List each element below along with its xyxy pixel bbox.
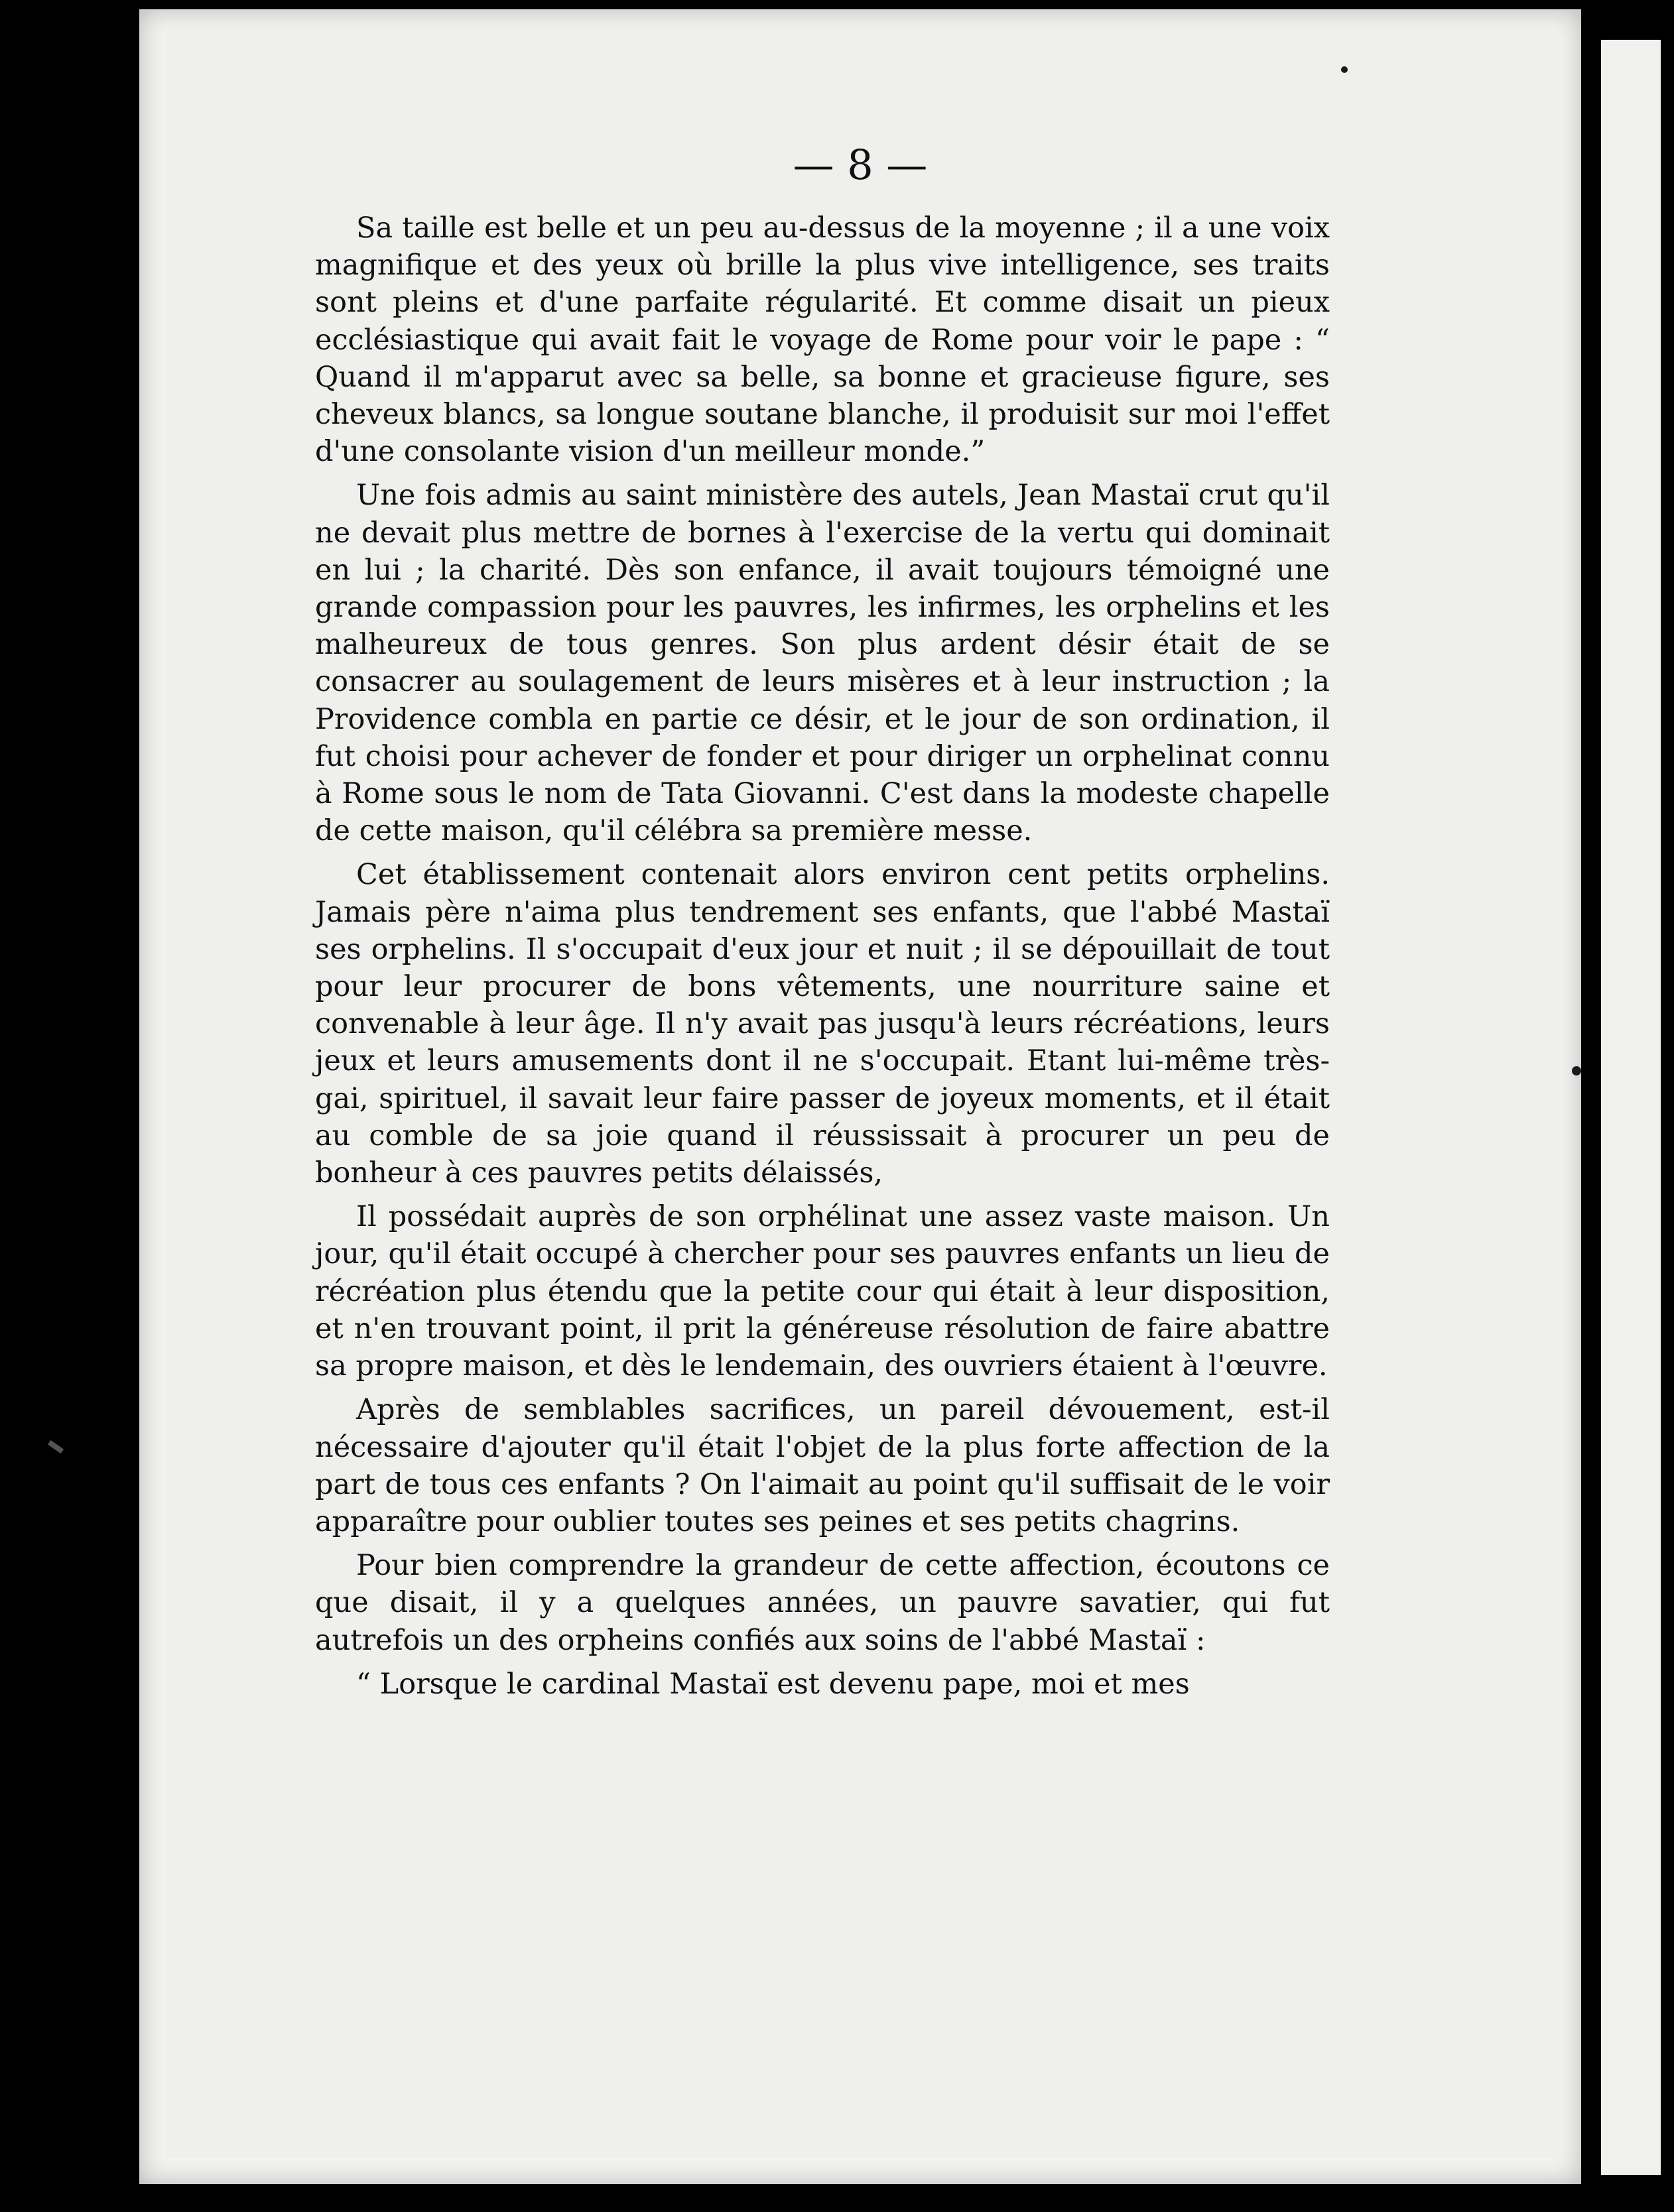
page-number: — 8 — bbox=[793, 141, 928, 189]
book-page bbox=[139, 9, 1581, 2184]
paragraph-7: “ Lorsque le cardinal Mastaï est devenu pape, moi et mes bbox=[356, 1667, 1190, 1701]
paragraph-5: Après de semblables sacrifices, un pareil dévouement, est-il nécessaire d'ajouter qu'il était l'objet de la plus forte affection de la part de tous ces enfants ? On l'aimait au point qu'il suffisait de le voir apparaître pour oublier toutes ses peines et ses petits chagrins. bbox=[315, 1393, 1330, 1538]
ink-dot-mark bbox=[1341, 66, 1348, 73]
paragraph-4: Il possédait auprès de son orphélinat une assez vaste maison. Un jour, qu'il était occupé à chercher pour ses pauvres enfants un lieu de récréation plus étendu que la petite cour qui était à leur disposition, et n'en trouvant point, il prit la généreuse résolution de faire abattre sa propre maison, et dès le lendemain, des ouvriers étaient à l'œuvre. bbox=[315, 1200, 1330, 1383]
paragraph-2: Une fois admis au saint ministère des autels, Jean Mastaï crut qu'il ne devait plus mettre de bornes à l'exercise de la vertu qui dominait en lui ; la charité. Dès son enfance, il avait toujours témoigné une grande compassion pour les pauvres, les infirmes, les orphelins et les malheureux de tous genres. Son plus ardent désir était de se consacrer au soulagement de leurs misères et à leur instruction ; la Providence combla en partie ce désir, et le jour de son ordination, il fut choisi pour achever de fonder et pour diriger un orphelinat connu à Rome sous le nom de Tata Giovanni. C'est dans la modeste chapelle de cette maison, qu'il célébra sa première messe. bbox=[315, 479, 1330, 848]
paragraph-6: Pour bien comprendre la grandeur de cette affection, écoutons ce que disait, il y a quelques années, un pauvre savatier, qui fut autrefois un des orpheins confiés aux soins de l'abbé Mastaï : bbox=[315, 1549, 1330, 1657]
body-text bbox=[315, 210, 1330, 1709]
paragraph-1: Sa taille est belle et un peu au-dessus de la moyenne ; il a une voix magnifique et des yeux où brille la plus vive intelligence, ses traits sont pleins et d'une parfaite régularité. Et comme disait un pieux ecclésiastique qui avait fait le voyage de Rome pour voir le pape : “ Quand il m'apparut avec sa belle, sa bonne et gracieuse figure, ses cheveux blancs, sa longue soutane blanche, il produisit sur moi l'effet d'une consolante vision d'un meilleur monde.” bbox=[315, 212, 1330, 469]
scan-speck-mark bbox=[48, 1440, 64, 1453]
binding-hole-mark bbox=[1572, 1066, 1581, 1075]
adjacent-page-edge bbox=[1601, 40, 1661, 2175]
paragraph-3: Cet établissement contenait alors environ cent petits orphelins. Jamais père n'aima plus tendrement ses enfants, que l'abbé Mastaï ses orphelins. Il s'occupait d'eux jour et nuit ; il se dépouillait de tout pour leur procurer de bons vêtements, une nourriture saine et convenable à leur âge. Il n'y avait pas jusqu'à leurs récréations, leurs jeux et leurs amusements dont il ne s'occupait. Etant lui-même très-gai, spirituel, il savait leur faire passer de joyeux moments, et il était au comble de sa joie quand il réussissait à procurer un peu de bonheur à ces pauvres petits délaissés, bbox=[315, 858, 1330, 1190]
